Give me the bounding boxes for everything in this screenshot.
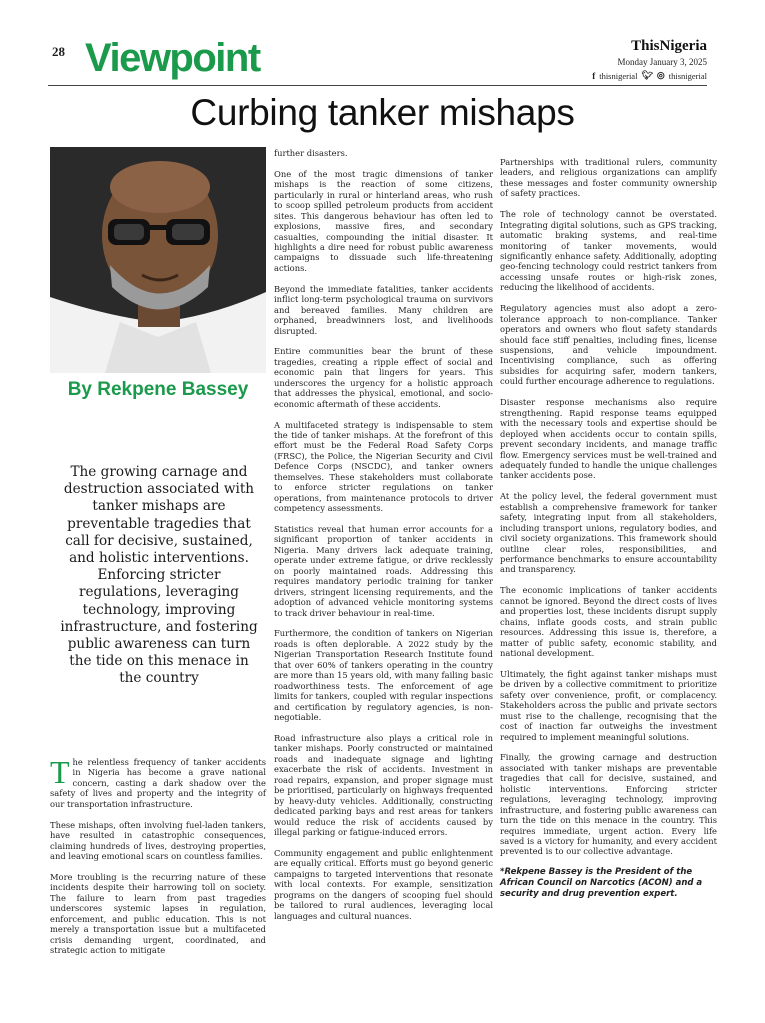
article-paragraph: More troubling is the recurring nature of these incidents despite their harrowing toll on society. The failure to learn from past tragedies underscores systemic lapses in regulation, enforcement, and public education. This is not merely a transportation issue but a multifaceted crisis demanding urgent, coordinated, and strategic action to mitigate [50,871,266,956]
article-paragraph: Entire communities bear the brunt of these tragedies, creating a ripple effect of social and economic pain that lingers for years. This underscores the urgency for a holistic approach that addresses the physical, emotional, and socio-economic aftermath of these accidents. [274,346,493,409]
article-paragraph: A multifaceted strategy is indispensable to stem the tide of tanker mishaps. At the forefront of this effort must be the Federal Road Safety Corps (FRSC), the Police, the Nigerian Security and Civil Defence Corps (NSCDC), and tanker owners themselves. These stakeholders must collaborate to enforce stricter regulations on tanker operations, from maintenance protocols to driver competency assessments. [274,419,493,514]
article-paragraph: At the policy level, the federal government must establish a comprehensive framework for tanker safety, integrating input from all stakeholders, including transport unions, regulatory bodies, and civil society organizations. This framework should outline clear roles, responsibilities, and performance benchmarks to ensure accountability and transparency. [500,491,717,575]
article-paragraph: Ultimately, the fight against tanker mishaps must be driven by a collective commitment to prioritize safety over convenience, profit, or complacency. Stakeholders across the public and private sectors must rise to the challenge, recognising that the cost of inaction far outweighs the investment required to implement meaningful solutions. [500,668,717,742]
facebook-icon: f [592,70,596,81]
article-paragraph: Partnerships with traditional rulers, community leaders, and religious organizations can amplify these messages and foster community ownership of safety practices. [500,157,717,199]
article-paragraph: Statistics reveal that human error accounts for a significant proportion of tanker accidents in Nigeria. Many drivers lack adequate training, operate under extreme fatigue, or drive recklessly on poorly maintained roads. Addressing this requires mandatory periodic training for tanker drivers, stringent licensing requirements, and the adoption of advanced vehicle monitoring systems to track driver behaviour in real-time. [274,524,493,618]
headline: Curbing tanker mishaps [190,92,575,133]
author-photo [50,147,266,373]
instagram-handle: thisnigerial [668,70,707,81]
social-handles [592,70,707,81]
article-column-1 [50,754,266,966]
article-paragraph [50,754,266,809]
article-paragraph: Furthermore, the condition of tankers on Nigerian roads is often deplorable. A 2022 study by the Nigerian Transportation Research Institute found that over 60% of tankers operating in the country are more than 15 years old, with many failing basic roadworthiness tests. The enforcement of age limits for tankers, coupled with regular inspections and certification by regulatory agencies, is non-negotiable. [274,628,493,723]
article-paragraph: Road infrastructure also plays a critical role in tanker mishaps. Poorly constructed or maintained roads and inadequate signage and lighting exacerbate the risk of accidents. Investment in road repairs, expansion, and proper signage must be prioritised, particularly on highways frequented by heavy-duty vehicles. Additionally, constructing dedicated parking bays and rest areas for tankers would reduce the risk of accidents caused by illegal parking or fatigue-induced errors. [274,732,493,838]
article-column-2 [274,148,493,931]
article-paragraph: further disasters. [274,148,348,158]
article-paragraph: Regulatory agencies must also adopt a zero-tolerance approach to non-compliance. Tanker operators and owners who flout safety standards should face stiff penalties, including fines, license suspensions, and vehicle impoundment. Incentivising compliance, such as offering subsidies for acquiring safer, modern tankers, could further encourage adherence to regulations. [500,303,717,387]
article-paragraph: One of the most tragic dimensions of tanker mishaps is the reaction of some citizens, particularly in rural or hinterland areas, who rush to scoop spilled petroleum products from accident sites. This dangerous behaviour has often led to explosions, massive fires, and secondary casualties, compounding the initial disaster. It highlights a dire need for robust public awareness campaigns to dissuade such life-threatening actions. [274,168,493,273]
article-paragraph: Beyond the immediate fatalities, tanker accidents inflict long-term psychological trauma on survivors and bereaved families. Many children are orphaned, breadwinners lost, and livelihoods disrupted. [274,283,493,336]
article-column-3 [500,157,717,909]
article-paragraph: The role of technology cannot be overstated. Integrating digital solutions, such as GPS tracking, automatic braking systems, and real-time monitoring of tanker movements, would significantly enhance safety. Additionally, adopting geo-fencing technology could restrict tankers from accessing unsafe routes or high-risk zones, reducing the likelihood of accidents. [500,209,717,293]
byline: By Rekpene Bassey [67,379,249,400]
drop-cap: T [50,754,70,790]
pull-quote: The growing carnage and destruction associated with tanker mishaps are preventable tragedies that call for decisive, sustained, and holistic interventions. Enforcing stricter regulations, leveraging technology, improving infrastructure, and fostering public awareness can turn the tide on this menace in the country [60,464,258,687]
header-rule [48,85,707,86]
issue-date: Monday January 3, 2025 [617,57,707,67]
article-paragraph: These mishaps, often involving fuel-laden tankers, have resulted in catastrophic consequences, claiming hundreds of lives, destroying properties, and leaving emotional scars on countless families. [50,819,266,862]
article-paragraph: Disaster response mechanisms also require strengthening. Rapid response teams equipped with the necessary tools and expertise should be deployed when accidents occur to contain spills, prevent secondary incidents, and manage traffic flow. Emergency services must be well-trained and adequately funded to handle the unique challenges tanker accidents pose. [500,397,717,481]
article-paragraph: The economic implications of tanker accidents cannot be ignored. Beyond the direct costs of lives and properties lost, these incidents disrupt supply chains, inflate goods costs, and strain public resources. Addressing this issue is, therefore, a matter of public safety, economic stability, and national development. [500,585,717,658]
paragraph-text: he relentless frequency of tanker accidents in Nigeria has become a grave national concern, casting a dark shadow over the safety of lives and property and the integrity of our transportation infrastructure. [50,757,266,809]
brand-name: ThisNigeria [631,38,707,54]
article-paragraph: Finally, the growing carnage and destruction associated with tanker mishaps are preventable tragedies that call for decisive, sustained, and holistic interventions. Enforcing stricter regulations, leveraging technology, improving infrastructure, and fostering public awareness can turn the tide on this menace in the country. This requires immediate, urgent action. Every life saved is a victory for humanity, and every accident prevented is to our collective advantage. [500,752,717,857]
article-paragraph: Community engagement and public enlightenment are equally critical. Efforts must go beyond generic campaigns to targeted interventions that resonate with local contexts. For example, sensitization programs on the dangers of scooping fuel should be tailored to rural audiences, leveraging local languages and cultural nuances. [274,847,493,921]
page-number: 28 [52,44,65,59]
facebook-handle: thisnigerial [599,70,638,81]
masthead [592,38,707,81]
twitter-icon: 🐦︎ [641,70,653,80]
section-label: Viewpoint [85,36,260,80]
author-note: *Rekpene Bassey is the President of the African Council on Narcotics (ACON) and a security and drug prevention expert. [500,867,703,899]
instagram-icon: ◎ [656,70,665,80]
